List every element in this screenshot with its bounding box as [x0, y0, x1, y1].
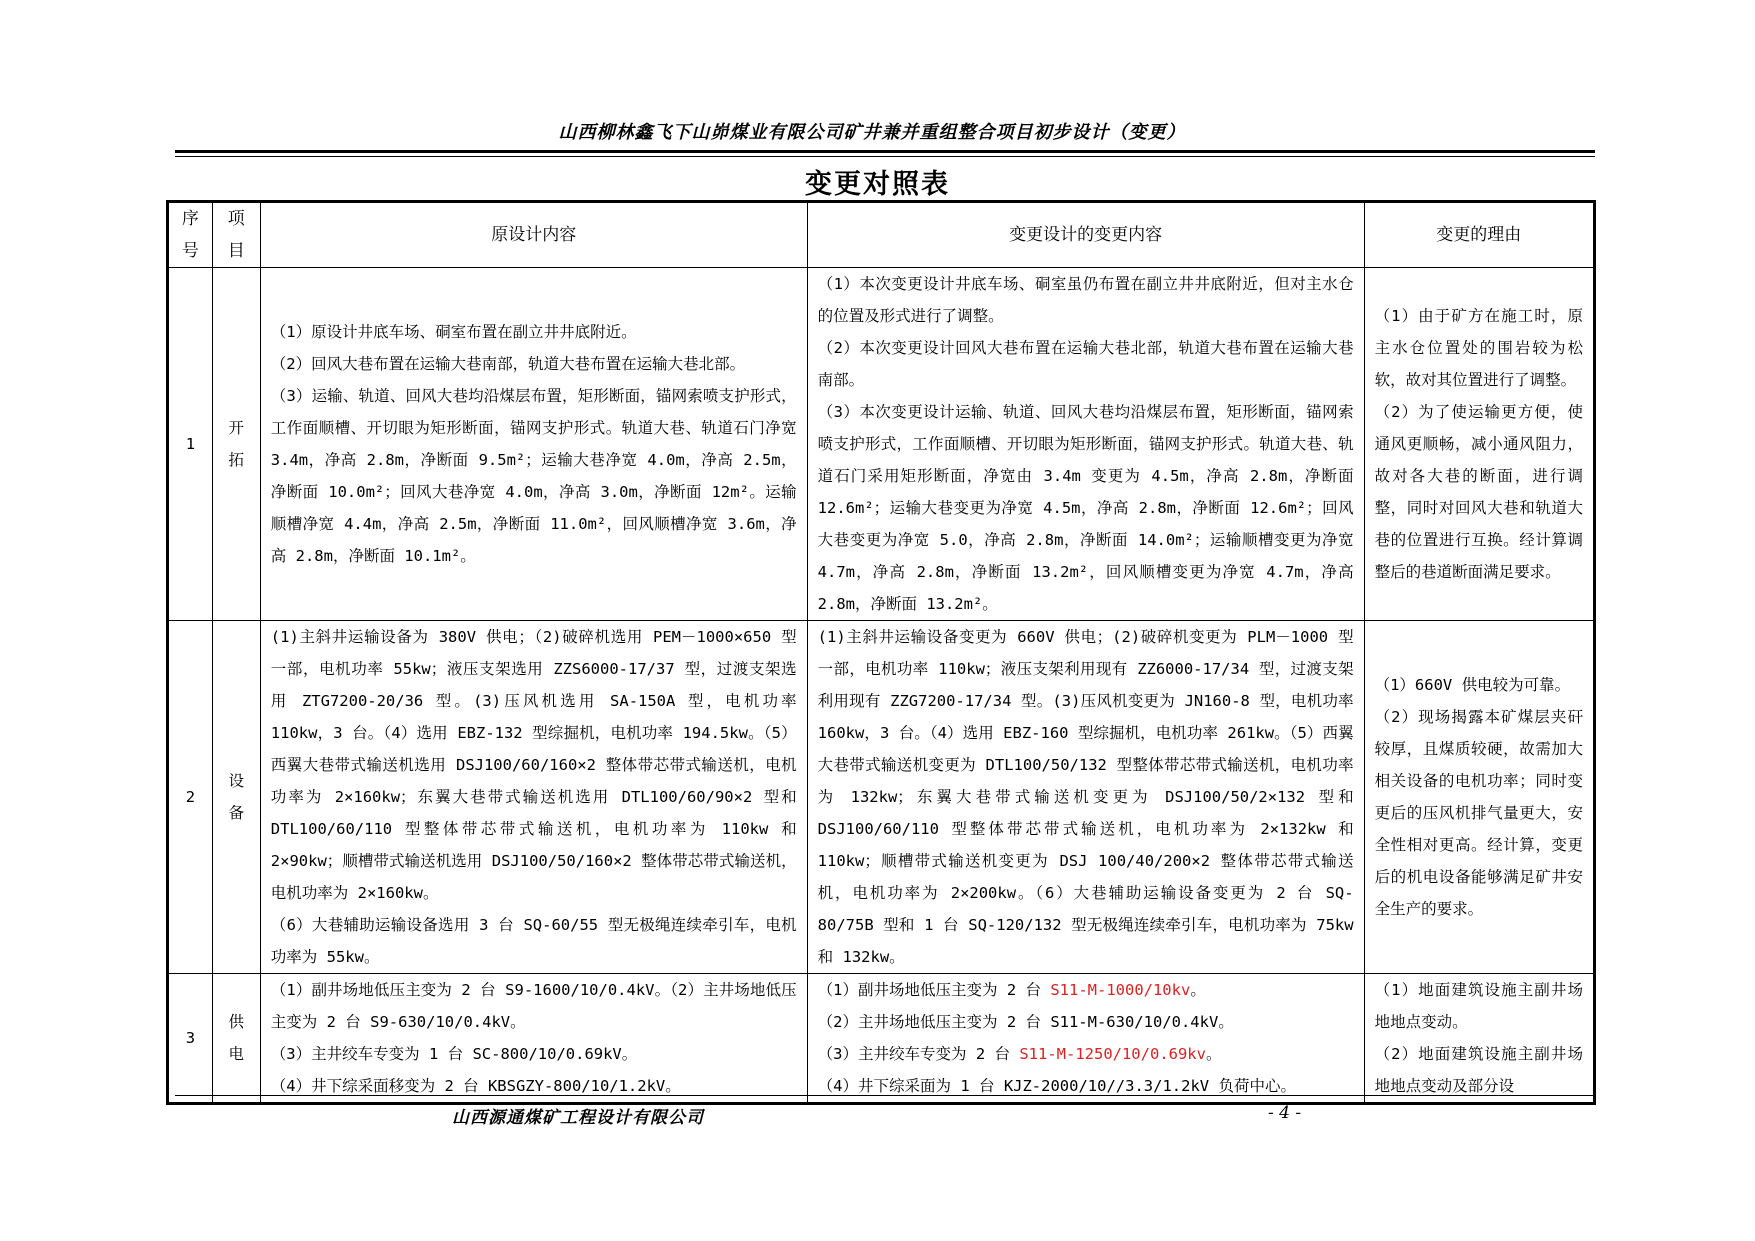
highlighted-change: S11-M-1250/10/0.69kv — [1019, 1045, 1206, 1063]
reason-paragraph: （1）660V 供电较为可靠。 — [1374, 676, 1571, 694]
reason-paragraph: （2）为了使运输更方便，使通风更顺畅，减小通风阻力，故对各大巷的断面，进行调整，同时对回风大巷和轨道大巷的位置进行互换。经计算调整后的巷道断面满足要求。 — [1374, 403, 1583, 581]
row-item — [212, 621, 260, 974]
row-original — [260, 268, 807, 621]
changed-paragraph: （3）本次变更设计运输、轨道、回风大巷均沿煤层布置，矩形断面，锚网索喷支护形式，工作面顺槽、开切眼为矩形断面，锚网支护形式。轨道大巷、轨道石门采用矩形断面，净宽由 3.4m 变更为 4.5m，净高 2.8m，净断面 12.6m²；运输大巷变更为净宽 4.5m，净高 2.8m，净断面 12.6m²；回风大巷变更为净宽 5.0，净高 2.8m，净断面 14.0m²；运输顺槽变更为净宽 4.7m，净高 2.8m，净断面 13.2m²，回风顺槽变更为净宽 4.7m，净高 2.8m，净断面 13.2m²。 — [817, 403, 1354, 613]
header-item — [212, 202, 260, 268]
row-reason — [1364, 974, 1594, 1104]
row-item — [212, 268, 260, 621]
table-row — [168, 974, 1595, 1104]
header-changed: 变更设计的变更内容 — [807, 202, 1364, 268]
row-item-char: 供 — [228, 1013, 245, 1031]
row-item — [212, 974, 260, 1104]
changed-paragraph: （2）本次变更设计回风大巷布置在运输大巷北部，轨道大巷布置在运输大巷南部。 — [817, 339, 1354, 389]
row-item-char: 电 — [228, 1045, 245, 1063]
row-seq: 3 — [168, 974, 213, 1104]
changed-paragraph — [818, 974, 1354, 1006]
original-paragraph: （6）大巷辅助运输设备选用 3 台 SQ-60/55 型无极绳连续牵引车，电机功率为 55kw。 — [270, 916, 797, 966]
table-header-row — [168, 202, 1595, 268]
row-changed — [807, 974, 1364, 1104]
original-paragraph: （1）副井场地低压主变为 2 台 S9-1600/10/0.4kV。（2）主井场地低压主变为 2 台 S9-630/10/0.4kV。 — [270, 981, 797, 1031]
header-seq-line2: 号 — [181, 241, 199, 261]
changed-paragraph: (1)主斜井运输设备变更为 660V 供电；(2)破碎机变更为 PLM－1000 型一部，电机功率 110kw；液压支架利用现有 ZZ6000-17/34 型，过渡支架利用现有 ZZG7200-17/34 型。(3)压风机变更为 JN160-8 型，电机功率 160kw，3 台。（4）选用 EBZ-160 型综掘机，电机功率 261kw。（5）西翼大巷带式输送机变更为 DTL100/50/132 型整体带芯带式输送机，电机功率为 132kw；东翼大巷带式输送机变更为 DSJ100/50/2×132 型和 DSJ100/60/110 型整体带芯带式输送机，电机功率为 2×132kw 和 110kw；顺槽带式输送机变更为 DSJ 100/40/200×2 整体带芯带式输送机，电机功率为 2×200kw。（6）大巷辅助运输设备变更为 2 台 SQ-80/75B 型和 1 台 SQ-120/132 型无极绳连续牵引车，电机功率为 75kw 和 132kw。 — [817, 628, 1354, 966]
header-reason: 变更的理由 — [1364, 202, 1594, 268]
row-item-char: 开 — [228, 419, 245, 437]
row-reason — [1364, 268, 1594, 621]
original-paragraph: （4）井下综采面移变为 2 台 KBSGZY-800/10/1.2kV。 — [270, 1077, 681, 1095]
header-rule-thick — [175, 150, 1595, 153]
row-reason — [1364, 621, 1594, 974]
original-paragraph: （3）运输、轨道、回风大巷均沿煤层布置，矩形断面，锚网索喷支护形式，工作面顺槽、开切眼为矩形断面，锚网支护形式。轨道大巷、轨道石门净宽 3.4m，净高 2.8m，净断面 9.5m²；运输大巷净宽 4.0m，净高 2.5m，净断面 10.0m²；回风大巷净宽 4.0m，净高 3.0m，净断面 12m²。运输顺槽净宽 4.4m，净高 2.5m，净断面 11.0m²，回风顺槽净宽 3.6m，净高 2.8m，净断面 10.1m²。 — [270, 387, 797, 565]
header-item-line2: 目 — [227, 241, 245, 261]
reason-paragraph: （2）现场揭露本矿煤层夹矸较厚，且煤质较硬，故需加大相关设备的电机功率；同时变更后的压风机排气量更大，安全性相对更高。经计算，变更后的机电设备能够满足矿井安全生产的要求。 — [1374, 708, 1583, 918]
reason-paragraph: （1）由于矿方在施工时，原主水仓位置处的围岩较为松软，故对其位置进行了调整。 — [1374, 307, 1583, 389]
row-original — [260, 621, 807, 974]
row-changed — [807, 621, 1364, 974]
row-seq: 1 — [168, 268, 213, 621]
row-item-char: 拓 — [228, 451, 245, 469]
header-rule-thin — [175, 156, 1595, 157]
footer-company: 山西源通煤矿工程设计有限公司 — [452, 1108, 704, 1128]
reason-paragraph: （1）地面建筑设施主副井场地地点变动。 — [1374, 981, 1583, 1031]
row-original — [260, 974, 807, 1104]
changed-text: （1）副井场地低压主变为 2 台 — [817, 981, 1051, 999]
original-paragraph: （2）回风大巷布置在运输大巷南部，轨道大巷布置在运输大巷北部。 — [270, 355, 746, 373]
changed-text: 。 — [1205, 1045, 1222, 1063]
changed-paragraph — [818, 1038, 1354, 1070]
changed-text: 。 — [1190, 981, 1206, 999]
row-item-char: 设 — [228, 772, 245, 790]
row-changed — [807, 268, 1364, 621]
changed-text: （3）主井绞车专变为 2 台 — [817, 1045, 1020, 1063]
footer-rule — [175, 1095, 1595, 1096]
changed-paragraph: （4）井下综采面为 1 台 KJZ-2000/10//3.3/1.2kV 负荷中心。 — [817, 1077, 1296, 1095]
table-title: 变更对照表 — [805, 169, 950, 200]
table-row — [168, 268, 1595, 621]
row-seq: 2 — [168, 621, 213, 974]
highlighted-change: S11-M-1000/10kv — [1050, 981, 1191, 999]
comparison-table — [166, 200, 1596, 1105]
row-item-char: 备 — [228, 804, 245, 822]
original-paragraph: （1）原设计井底车场、硐室布置在副立井井底附近。 — [270, 323, 637, 341]
reason-paragraph: （2）地面建筑设施主副井场地地点变动及部分设 — [1374, 1045, 1583, 1095]
original-paragraph: (1)主斜井运输设备为 380V 供电；（2)破碎机选用 PEM－1000×650 型一部，电机功率 55kw；液压支架选用 ZZS6000-17/37 型，过渡支架选用 ZTG7200-20/36 型。(3)压风机选用 SA-150A 型，电机功率 110kw，3 台。（4）选用 EBZ-132 型综掘机，电机功率 194.5kw。（5）西翼大巷带式输送机选用 DSJ100/60/160×2 整体带芯带式输送机，电机功率为 2×160kw；东翼大巷带式输送机选用 DTL100/60/90×2 型和 DTL100/60/110 型整体带芯带式输送机，电机功率为 110kw 和 2×90kw；顺槽带式输送机选用 DSJ100/50/160×2 整体带芯带式输送机，电机功率为 2×160kw。 — [270, 628, 797, 902]
table-row — [168, 621, 1595, 974]
header-original: 原设计内容 — [260, 202, 807, 268]
header-seq-line1: 序 — [181, 209, 199, 229]
header-seq — [168, 202, 213, 268]
original-paragraph: （3）主井绞车专变为 1 台 SC-800/10/0.69kV。 — [270, 1045, 638, 1063]
document-header-title: 山西柳林鑫飞下山峁煤业有限公司矿井兼并重组整合项目初步设计（变更） — [558, 122, 1186, 143]
header-item-line1: 项 — [227, 209, 245, 229]
changed-paragraph: （2）主井场地低压主变为 2 台 S11-M-630/10/0.4kV。 — [817, 1013, 1234, 1031]
page-number: - 4 - — [1268, 1103, 1302, 1123]
changed-paragraph: （1）本次变更设计井底车场、硐室虽仍布置在副立井井底附近，但对主水仓的位置及形式进行了调整。 — [817, 275, 1354, 325]
